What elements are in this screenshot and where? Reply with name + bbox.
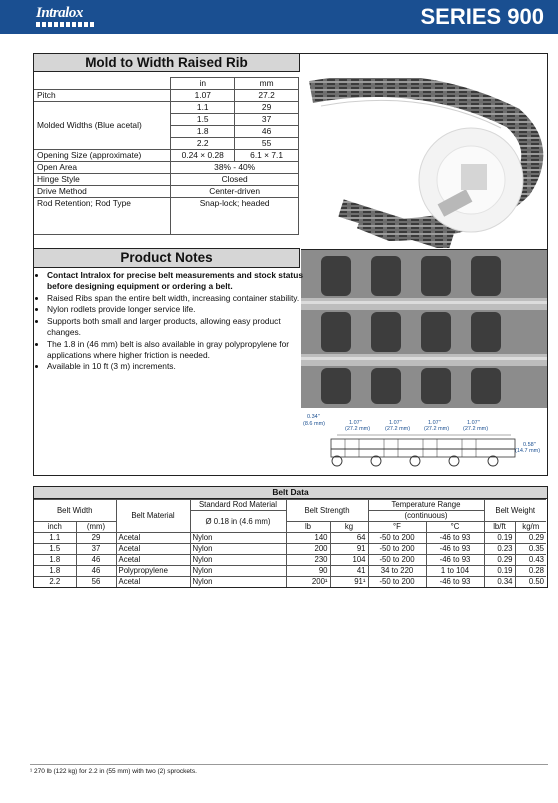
unit-f: °F xyxy=(368,522,426,533)
cell-mm: 46 xyxy=(76,566,116,577)
cell-kgm: 0.50 xyxy=(515,577,546,588)
spec-title: Mold to Width Raised Rib xyxy=(34,54,300,72)
cell-c: -46 to 93 xyxy=(426,533,484,544)
molded-mm: 29 xyxy=(235,102,299,114)
table-row xyxy=(34,577,546,588)
header-row xyxy=(34,500,546,511)
col-temp-range: Temperature Range xyxy=(368,500,484,511)
cell-rod: Nylon xyxy=(190,555,286,566)
cell-lbft: 0.19 xyxy=(484,533,515,544)
spec-label: Pitch xyxy=(34,90,171,102)
cell-rod: Nylon xyxy=(190,577,286,588)
unit-inch: inch xyxy=(34,522,76,533)
cell-lbft: 0.19 xyxy=(484,566,515,577)
spec-table xyxy=(34,77,299,235)
col-rod-diameter: Ø 0.18 in (4.6 mm) xyxy=(190,511,286,533)
cell-f: -50 to 200 xyxy=(368,577,426,588)
spec-row xyxy=(34,186,299,198)
spec-row xyxy=(34,150,299,162)
cell-material: Polypropylene xyxy=(116,566,190,577)
cell-lb: 230 xyxy=(286,555,330,566)
cell-lbft: 0.29 xyxy=(484,555,515,566)
spec-units-row xyxy=(34,78,299,90)
cell-kg: 91¹ xyxy=(330,577,368,588)
spec-value: Closed xyxy=(171,174,299,186)
spec-value-mm: 27.2 xyxy=(235,90,299,102)
cell-inch: 1.8 xyxy=(34,555,76,566)
cell-lb: 200 xyxy=(286,544,330,555)
molded-in: 1.8 xyxy=(171,126,235,138)
logo-stripe xyxy=(36,22,94,27)
cell-rod: Nylon xyxy=(190,533,286,544)
note-item: • Nylon rodlets provide longer service life. xyxy=(47,304,304,315)
spec-value-mm: 6.1 × 7.1 xyxy=(235,150,299,162)
header-bar xyxy=(0,0,558,34)
cell-mm: 37 xyxy=(76,544,116,555)
cell-inch: 1.1 xyxy=(34,533,76,544)
cell-material: Acetal xyxy=(116,577,190,588)
cell-lbft: 0.34 xyxy=(484,577,515,588)
height-top-mm: (8.6 mm) xyxy=(303,421,325,427)
pitch-labels xyxy=(345,420,488,432)
note-item: • Contact Intralox for precise belt measurements and stock status before designing equipment or ordering a belt. xyxy=(47,270,304,292)
cell-material: Acetal xyxy=(116,544,190,555)
cell-inch: 2.2 xyxy=(34,577,76,588)
molded-in: 2.2 xyxy=(171,138,235,150)
col-temp-continuous: (continuous) xyxy=(368,511,484,522)
molded-in: 1.5 xyxy=(171,114,235,126)
cell-kg: 91 xyxy=(330,544,368,555)
dimension-drawing xyxy=(301,409,547,475)
height-top-label: 0.34" xyxy=(307,414,320,420)
unit-mm: mm xyxy=(235,78,299,90)
note-item: • Supports both small and larger products, allowing easy product changes. xyxy=(47,316,304,338)
cell-f: -50 to 200 xyxy=(368,533,426,544)
cell-kg: 64 xyxy=(330,533,368,544)
spec-row xyxy=(34,174,299,186)
spec-row xyxy=(34,198,299,235)
spec-label: Rod Retention; Rod Type xyxy=(34,198,171,235)
units-row xyxy=(34,522,546,533)
molded-mm: 55 xyxy=(235,138,299,150)
cell-lb: 90 xyxy=(286,566,330,577)
cell-lb: 140 xyxy=(286,533,330,544)
notes-title: Product Notes xyxy=(34,248,300,268)
col-belt-width: Belt Width xyxy=(34,500,116,522)
col-belt-material: Belt Material xyxy=(116,500,190,533)
cell-material: Acetal xyxy=(116,533,190,544)
cell-kg: 104 xyxy=(330,555,368,566)
cell-c: -46 to 93 xyxy=(426,555,484,566)
pitch-mm: (27.2 mm) xyxy=(385,426,411,432)
cell-kgm: 0.29 xyxy=(515,533,546,544)
cell-inch: 1.8 xyxy=(34,566,76,577)
unit-mm: (mm) xyxy=(76,522,116,533)
footnote: ¹ 270 lb (122 kg) for 2.2 in (55 mm) with two (2) sprockets. xyxy=(30,768,197,775)
cell-rod: Nylon xyxy=(190,566,286,577)
spec-value-in: 1.07 xyxy=(171,90,235,102)
pitch-label: 1.07" xyxy=(428,420,441,426)
unit-kgm: kg/m xyxy=(515,522,546,533)
pitch-mm: (27.2 mm) xyxy=(345,426,371,432)
belt-data-title: Belt Data xyxy=(34,487,547,499)
height-right-label: 0.58" xyxy=(523,442,536,448)
cell-mm: 56 xyxy=(76,577,116,588)
unit-lbft: lb/ft xyxy=(484,522,515,533)
cell-c: 1 to 104 xyxy=(426,566,484,577)
note-item: • Raised Ribs span the entire belt width, increasing container stability. xyxy=(47,293,304,304)
unit-in: in xyxy=(171,78,235,90)
pitch-mm: (27.2 mm) xyxy=(424,426,450,432)
spec-value: Center-driven xyxy=(171,186,299,198)
cell-c: -46 to 93 xyxy=(426,544,484,555)
table-row xyxy=(34,533,546,544)
col-belt-strength: Belt Strength xyxy=(286,500,368,522)
pitch-label: 1.07" xyxy=(349,420,362,426)
series-title: SERIES 900 xyxy=(420,4,544,29)
unit-lb: lb xyxy=(286,522,330,533)
col-rod-material: Standard Rod Material xyxy=(190,500,286,511)
pitch-label: 1.07" xyxy=(467,420,480,426)
belt-data-box xyxy=(33,486,548,588)
molded-in: 1.1 xyxy=(171,102,235,114)
spec-row xyxy=(34,162,299,174)
spec-label: Drive Method xyxy=(34,186,171,198)
cell-f: -50 to 200 xyxy=(368,544,426,555)
table-row xyxy=(34,566,546,577)
cell-kg: 41 xyxy=(330,566,368,577)
cell-lb: 200¹ xyxy=(286,577,330,588)
pitch-mm: (27.2 mm) xyxy=(463,426,489,432)
note-item: • The 1.8 in (46 mm) belt is also available in gray polypropylene for applications where higher friction is needed. xyxy=(47,339,304,361)
spec-label: Open Area xyxy=(34,162,171,174)
cell-kgm: 0.28 xyxy=(515,566,546,577)
cell-f: -50 to 200 xyxy=(368,555,426,566)
cell-mm: 46 xyxy=(76,555,116,566)
spec-row xyxy=(34,90,299,102)
molded-mm: 46 xyxy=(235,126,299,138)
unit-c: °C xyxy=(426,522,484,533)
cell-lbft: 0.23 xyxy=(484,544,515,555)
spec-value-in: 0.24 × 0.28 xyxy=(171,150,235,162)
cell-c: -46 to 93 xyxy=(426,577,484,588)
cell-material: Acetal xyxy=(116,555,190,566)
cell-kgm: 0.35 xyxy=(515,544,546,555)
molded-label: Molded Widths (Blue acetal) xyxy=(34,102,171,150)
note-item: • Available in 10 ft (3 m) increments. xyxy=(47,361,304,372)
product-frame xyxy=(33,53,548,476)
belt-closeup-photo xyxy=(301,249,547,408)
spec-label: Hinge Style xyxy=(34,174,171,186)
spec-value: Snap-lock; headed xyxy=(171,198,299,235)
cell-inch: 1.5 xyxy=(34,544,76,555)
cell-rod: Nylon xyxy=(190,544,286,555)
molded-row xyxy=(34,102,299,114)
table-row xyxy=(34,555,546,566)
belt-photo xyxy=(301,78,547,248)
unit-kg: kg xyxy=(330,522,368,533)
intralox-logo: Intralox xyxy=(36,5,83,21)
footnote-divider xyxy=(30,764,548,765)
cell-mm: 29 xyxy=(76,533,116,544)
table-row xyxy=(34,544,546,555)
pitch-label: 1.07" xyxy=(389,420,402,426)
spec-label: Opening Size (approximate) xyxy=(34,150,171,162)
product-notes-list xyxy=(37,270,304,373)
belt-data-table xyxy=(34,499,546,587)
col-belt-weight: Belt Weight xyxy=(484,500,546,522)
cell-f: 34 to 220 xyxy=(368,566,426,577)
cell-kgm: 0.43 xyxy=(515,555,546,566)
height-right-mm: (14.7 mm) xyxy=(515,448,541,454)
spec-value: 38% - 40% xyxy=(171,162,299,174)
molded-mm: 37 xyxy=(235,114,299,126)
